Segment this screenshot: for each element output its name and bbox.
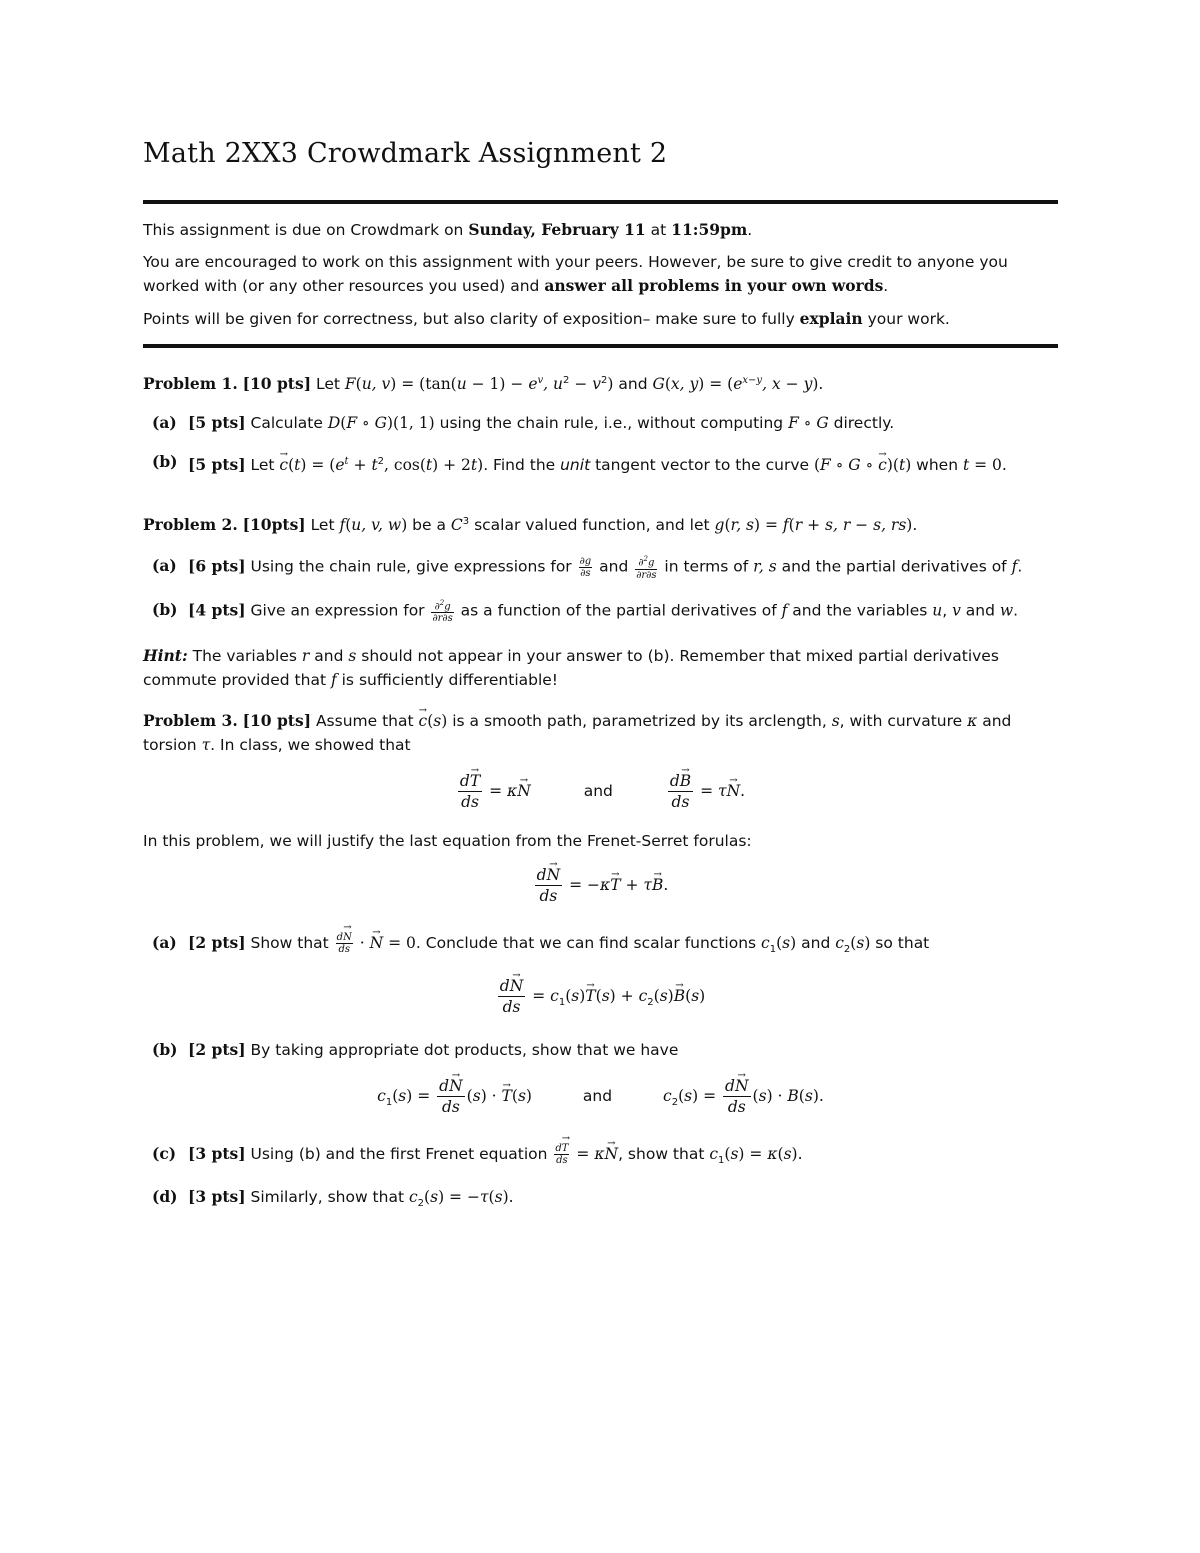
peers-body: You are encouraged to work on this assignment with your peers. However, be sure to give credit to anyone you worked with (or any other resources you used) and: [143, 253, 1008, 295]
problem-3-label: Problem 3.: [143, 711, 238, 731]
problem-3b: (b) [2 pts] By taking appropriate dot products, show that we have: [152, 1038, 1058, 1062]
problem-3a-label: (a): [152, 933, 177, 953]
problem-2-hint: Hint: The variables r and s should not appear in your answer to (b). Remember that mixed partial derivatives commute provided that f is sufficiently differentiable!: [143, 646, 999, 690]
problem-1a: (a) [5 pts] Calculate D(F ∘ G)(1, 1) using the chain rule, i.e., without computing F ∘ G directly.: [152, 411, 1058, 435]
problem-1b-label: (b): [152, 452, 178, 472]
problem-2a: (a) [6 pts] Using the chain rule, give expressions for $\frac{\partial g}{\partial s}$ and $\frac{\partial^2g}{\partial r\partial s}$ in terms of r, s and the partial derivatives of f.: [152, 555, 1023, 581]
problem-1: [143, 369, 1058, 477]
equation-frenet-n: $\frac{d\to N}{ds}$ = −κ→ T + τ→ B.: [143, 865, 1058, 915]
equation-frenet-tb: $\frac{d\to T}{ds}$ = κ→ N and $\frac{d\to B}{ds}$ = τ→ N.: [143, 771, 1058, 821]
problem-1a-label: (a): [152, 413, 177, 433]
problem-3a: (a) [2 pts] Show that $\frac{d\to N}{ds}$ · → N = 0. Conclude that we can find scalar functions $c_1(s)$ and $c_2(s)$ so that: [152, 931, 1058, 962]
problem-2-statement: Problem 2. [10pts] Let f(u, v, w) be a $C^3$ scalar valued function, and let g(r, s) = f(r + s, r − s, rs).: [143, 515, 918, 535]
problem-1-statement: Problem 1. [10 pts] Let F(u, $v) = (\tan(u - 1) - e^v$, $u^2 - v^2$) and G(x, $y) = (e^{x-y}$, x − y).: [143, 374, 824, 394]
problem-3d: (d) [3 pts] Similarly, show that $c_2(s) = -\tau(s)$.: [152, 1185, 1058, 1216]
problem-3b-label: (b): [152, 1040, 178, 1060]
problem-3: [143, 709, 1058, 1216]
problem-1b-points: [5 pts]: [188, 455, 246, 475]
problem-3-points: [10 pts]: [242, 711, 312, 731]
problem-2a-label: (a): [152, 556, 177, 576]
due-end: .: [747, 221, 753, 239]
due-date: Sunday, February 11: [468, 220, 646, 239]
problem-2b-label: (b): [152, 599, 178, 619]
points-bold: explain: [799, 309, 863, 328]
problem-2: [143, 510, 1058, 692]
points-text: [143, 307, 1058, 331]
hint-label: Hint:: [143, 646, 188, 666]
page-title: Math 2XX3 Crowdmark Assignment 2: [143, 138, 668, 169]
top-rule: [143, 200, 1058, 204]
due-prefix: This assignment is due on Crowdmark on: [143, 221, 469, 239]
due-text: [143, 218, 1058, 242]
intro-section: [143, 218, 1058, 331]
equation-coefficients: $c_1(s)$ = $\frac{d\to N}{ds}$ (s) · → T(s) and $c_2(s)$ = $\frac{d\to N}{ds}$ (s) · B(s).: [143, 1076, 1058, 1126]
problem-2b-points: [4 pts]: [188, 600, 246, 620]
problem-1-points: [10 pts]: [242, 374, 312, 394]
problem-3c-label: (c): [152, 1144, 177, 1164]
problem-3-intro: In this problem, we will justify the last equation from the Frenet-Serret forulas:: [143, 832, 752, 851]
points-end: your work.: [862, 310, 950, 328]
problem-3-statement: Problem 3. [10 pts] Assume that → c(s) is a smooth path, parametrized by its arclength, s, with curvature κ and torsion τ. In class, we showed that: [143, 709, 1058, 757]
peers-end: .: [883, 277, 889, 295]
due-time: 11:59pm: [671, 220, 748, 239]
equation-decomposition: $\frac{d\to N}{ds}$ = $c_1(s)\to T(s) + c_2(s)\to B(s)$: [143, 976, 1058, 1026]
assignment-page: [143, 130, 1058, 1216]
peers-bold: answer all problems in your own words: [544, 276, 884, 295]
problem-1-label: Problem 1.: [143, 374, 238, 394]
problem-3b-points: [2 pts]: [188, 1040, 246, 1060]
problem-3d-label: (d): [152, 1187, 178, 1207]
problem-1a-points: [5 pts]: [188, 413, 246, 433]
problem-3c-points: [3 pts]: [188, 1144, 246, 1164]
problem-2a-points: [6 pts]: [188, 557, 246, 577]
problem-3c: (c) [3 pts] Using (b) and the first Frenet equation $\frac{d\to T}{ds}$ = κ→ N, show that $c_1(s) = \kappa(s)$.: [152, 1142, 1058, 1173]
problem-2-label: Problem 2.: [143, 515, 238, 535]
due-at: at: [645, 221, 672, 239]
intro-rule: [143, 344, 1058, 348]
peers-text: [143, 250, 1058, 298]
problem-3d-points: [3 pts]: [188, 1187, 246, 1207]
problem-1b: (b) [5 pts] Let → $c(t) = (e^t + t^2$, cos(t) + 2t). Find the unit tangent vector to the curve (F ∘ G ∘ → c)(t) when t = 0.: [152, 450, 1058, 477]
problem-2b: (b) [4 pts] Give an expression for $\frac{\partial^2g}{\partial r\partial s}$ as a function of the partial derivatives of f and the variables u, v and w.: [152, 598, 1019, 625]
points-body: Points will be given for correctness, but also clarity of exposition– make sure to fully: [143, 310, 800, 328]
problem-2-points: [10pts]: [242, 515, 306, 535]
problem-3a-points: [2 pts]: [188, 933, 246, 953]
